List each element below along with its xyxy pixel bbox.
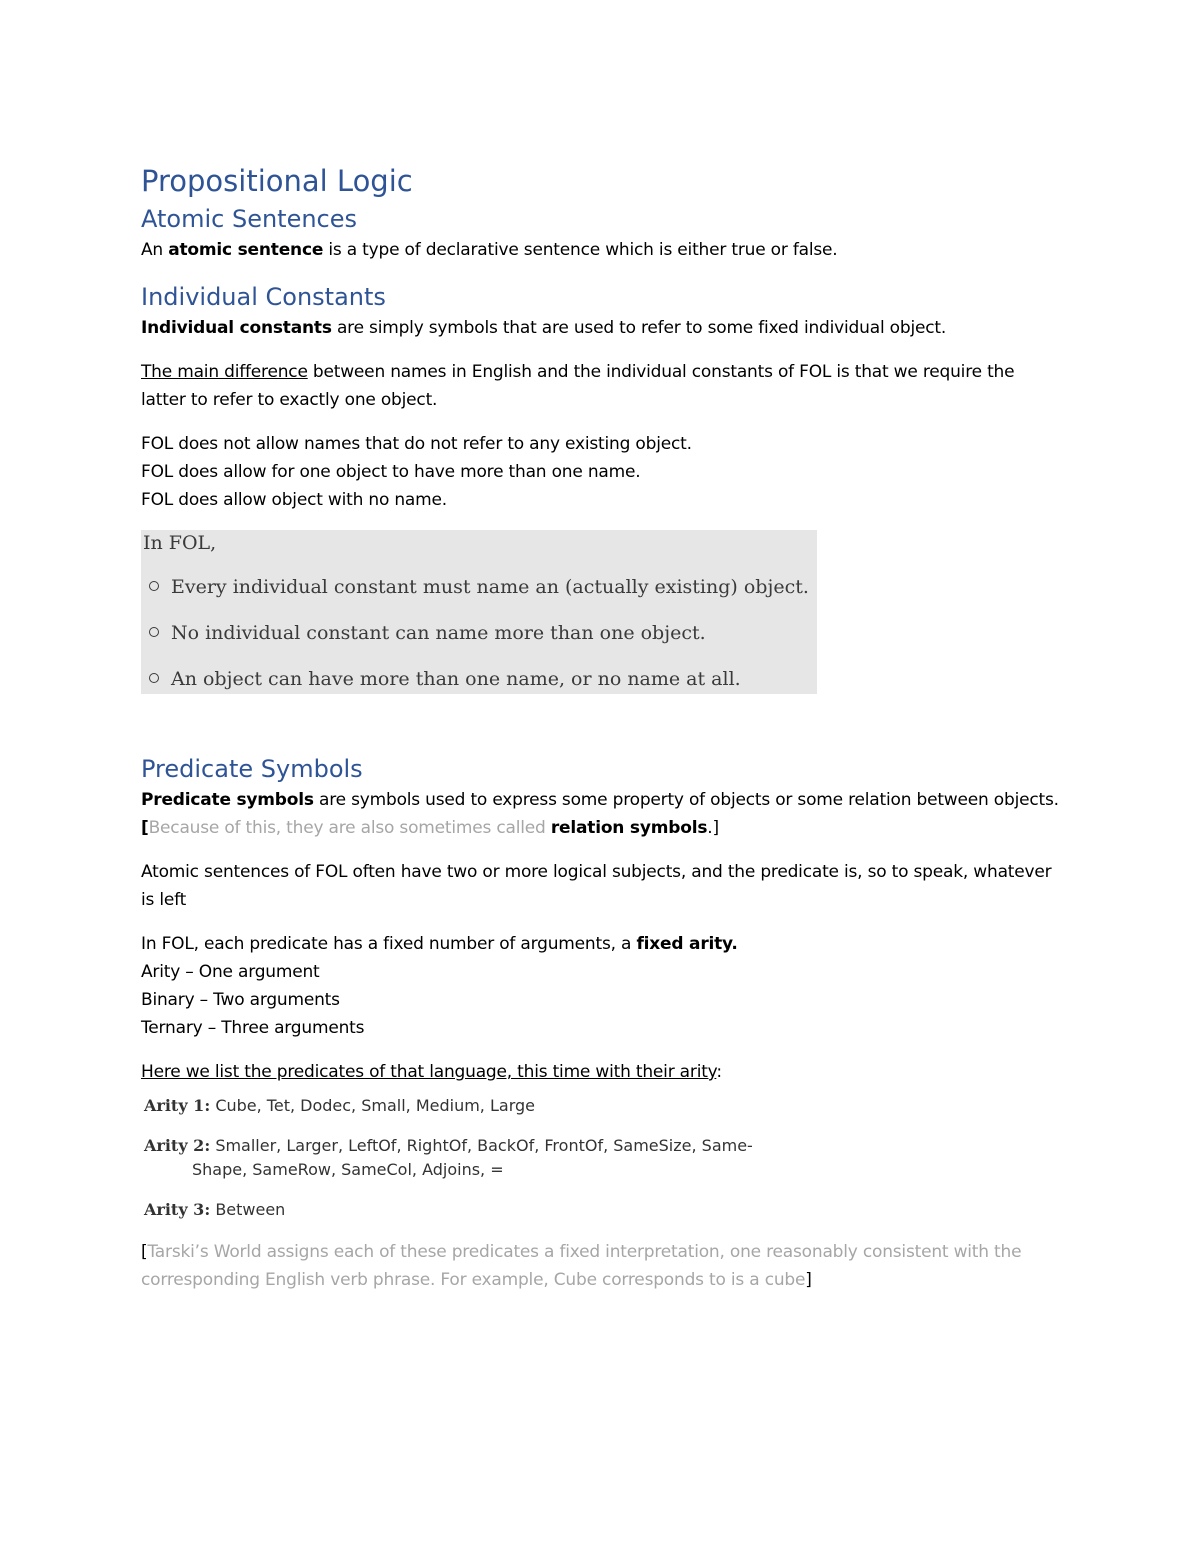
- arity-line-1: Arity – One argument: [141, 962, 320, 982]
- fol-rules-intro: In FOL,: [143, 532, 217, 554]
- predicates-paragraph-1: Predicate symbols are symbols used to express some property of objects or some relation between objects. [Because of this, they are also sometimes called relation symbols.]: [141, 790, 1059, 838]
- arity-1-row: Arity 1: Cube, Tet, Dodec, Small, Medium, Large: [144, 1096, 535, 1115]
- circle-bullet-icon: [149, 581, 159, 591]
- atomic-paragraph: An atomic sentence is a type of declarative sentence which is either true or false.: [141, 240, 838, 260]
- fol-line-2: FOL does allow for one object to have more than one name.: [141, 462, 641, 482]
- arity-2-row: Arity 2: Smaller, Larger, LeftOf, RightOf, BackOf, FrontOf, SameSize, Same- Shape, SameRow, SameCol, Adjoins, =: [144, 1136, 753, 1179]
- heading-predicate-symbols: Predicate Symbols: [141, 755, 363, 783]
- predicates-paragraph-2: Atomic sentences of FOL often have two or more logical subjects, and the predicate is, so to speak, whatever is left: [141, 862, 1052, 910]
- page-title: Propositional Logic: [141, 164, 413, 198]
- fol-line-1: FOL does not allow names that do not refer to any existing object.: [141, 434, 692, 454]
- document-page: [141, 160, 1061, 1294]
- fol-rule-3: An object can have more than one name, or no name at all.: [149, 668, 741, 690]
- circle-bullet-icon: [149, 627, 159, 637]
- arity-3-row: Arity 3: Between: [144, 1200, 286, 1219]
- fol-rules-image: [141, 530, 817, 694]
- predicates-list-intro: Here we list the predicates of that language, this time with their arity:: [141, 1062, 722, 1082]
- constants-paragraph-1: Individual constants are simply symbols that are used to refer to some fixed individual object.: [141, 318, 947, 338]
- fol-rule-1: Every individual constant must name an (actually existing) object.: [149, 576, 809, 598]
- heading-atomic-sentences: Atomic Sentences: [141, 205, 358, 233]
- fol-rule-2: No individual constant can name more than one object.: [149, 622, 706, 644]
- arity-line-3: Ternary – Three arguments: [141, 1018, 365, 1038]
- arity-list-image: [141, 1094, 1061, 1222]
- tarski-note: [Tarski’s World assigns each of these predicates a fixed interpretation, one reasonably consistent with the corresponding English verb phrase. For example, Cube corresponds to is a cube]: [141, 1242, 1022, 1290]
- circle-bullet-icon: [149, 673, 159, 683]
- arity-line-2: Binary – Two arguments: [141, 990, 340, 1010]
- fol-line-3: FOL does allow object with no name.: [141, 490, 447, 510]
- heading-individual-constants: Individual Constants: [141, 283, 386, 311]
- predicates-paragraph-3: In FOL, each predicate has a fixed number of arguments, a fixed arity.: [141, 934, 738, 954]
- constants-paragraph-2: The main difference between names in English and the individual constants of FOL is that we require the latter to refer to exactly one object.: [141, 362, 1015, 410]
